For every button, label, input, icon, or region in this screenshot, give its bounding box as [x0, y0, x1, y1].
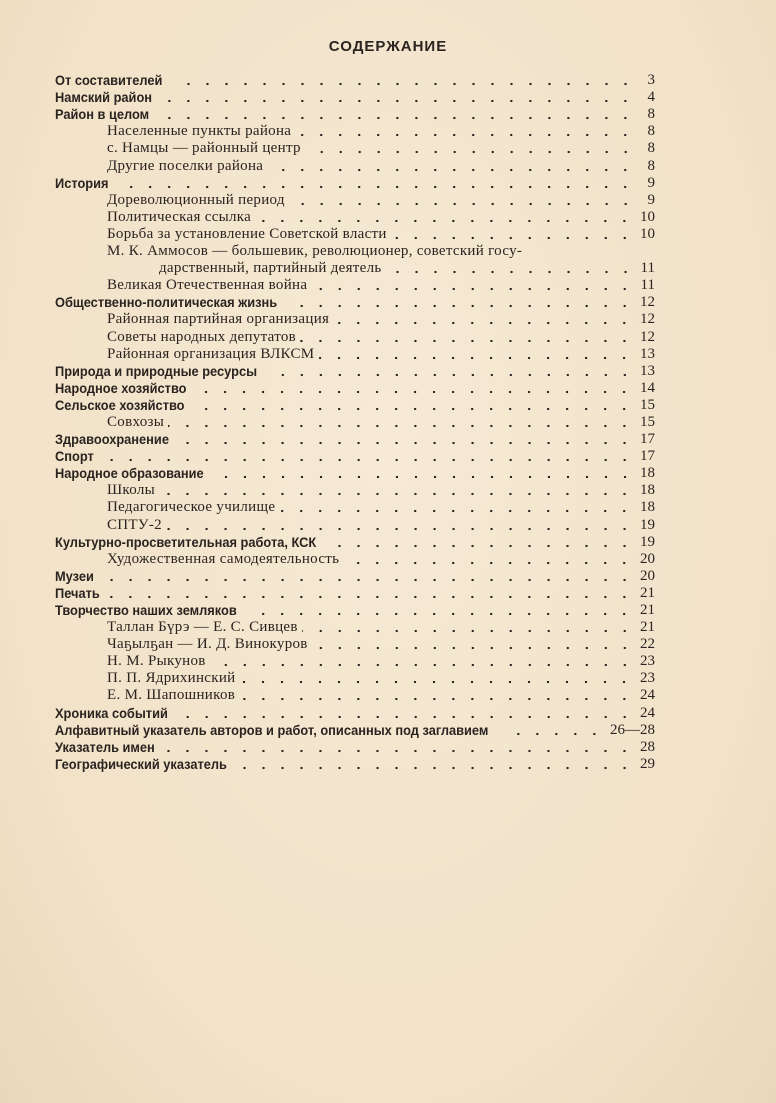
- dot-leader: [300, 329, 634, 346]
- toc-entry-page: 9: [647, 191, 655, 208]
- toc-entry-page: 23: [640, 653, 655, 670]
- toc-entry: [55, 106, 655, 123]
- toc-entry-page: 8: [647, 157, 655, 174]
- toc-entry-page: 8: [647, 140, 655, 157]
- toc-entry-label: Культурно-просветительная работа, КСК: [55, 534, 317, 550]
- toc-entry-label: М. К. Аммосов — большевик, революционер, советский госу-: [107, 243, 523, 260]
- toc-entry-label: Народное образование: [55, 466, 204, 482]
- toc-entry-page: 21: [640, 602, 655, 618]
- toc-entry: [55, 311, 655, 328]
- toc-entry-page: 28: [640, 738, 655, 755]
- toc-entry-page: 8: [647, 106, 655, 123]
- toc-entry-label: Район в целом: [55, 107, 150, 123]
- toc-entry-label: Районная партийная организация: [107, 311, 330, 328]
- toc-entry-page: 19: [640, 516, 655, 533]
- toc-entry-label: Здравоохранение: [55, 432, 169, 448]
- toc-entry-page: 17: [640, 448, 655, 465]
- toc-entry-page: 17: [640, 431, 655, 448]
- toc-entry: [55, 602, 655, 619]
- toc-entry-page: 22: [640, 636, 655, 653]
- dot-leader: [158, 106, 635, 123]
- dot-leader: [172, 72, 635, 89]
- toc-entry-page: 19: [640, 533, 655, 550]
- toc-entry-label: Творчество наших земляков: [55, 603, 237, 618]
- dot-leader: [178, 705, 634, 722]
- toc-entry: [55, 619, 655, 636]
- toc-entry-page: 13: [640, 345, 655, 362]
- toc-entry-label: Хроника событий: [55, 705, 168, 721]
- dot-leader: [106, 585, 634, 602]
- toc-entry-label: Другие поселки района: [107, 157, 264, 174]
- toc-entry-label: Таллан Бүрэ — Е. С. Сивцев: [107, 619, 298, 636]
- toc-entry-label: Природа и природные ресурсы: [55, 363, 258, 379]
- dot-leader: [334, 534, 634, 551]
- dot-leader: [305, 140, 635, 157]
- toc-entry-label: Печать: [55, 585, 100, 601]
- toc-entry-page: 20: [640, 550, 655, 567]
- dot-leader: [386, 260, 635, 277]
- toc-entry-label: Музеи: [55, 568, 94, 584]
- toc-entry-label: Районная организация ВЛКСМ: [107, 345, 315, 362]
- dot-leader: [250, 602, 634, 619]
- toc-entry: [55, 687, 655, 704]
- dot-leader: [343, 551, 634, 568]
- toc-entry-page: 23: [640, 670, 655, 687]
- toc-entry-page: 8: [647, 123, 655, 140]
- dot-leader: [295, 123, 635, 140]
- toc-entry: [55, 636, 655, 653]
- toc-entry-label: Педагогическое училище: [107, 499, 276, 516]
- toc-entry-label: Чаҕылҕан — И. Д. Винокуров: [107, 636, 308, 653]
- dot-leader: [161, 89, 635, 106]
- toc-entry: [55, 140, 655, 157]
- toc-entry: [55, 670, 655, 687]
- toc-entry: [55, 294, 655, 311]
- dot-leader: [293, 294, 634, 311]
- toc-entry: [55, 89, 655, 106]
- dot-leader: [526, 243, 635, 260]
- dot-leader: [312, 636, 634, 653]
- toc-entry: [55, 585, 655, 602]
- toc-entry: [55, 209, 655, 226]
- toc-entry-label: Географический указатель: [55, 756, 227, 772]
- toc-entry-label: Народное хозяйство: [55, 380, 187, 396]
- toc-entry: [55, 534, 655, 551]
- toc-entry-label: СПТУ-2: [107, 516, 162, 533]
- dot-leader: [311, 277, 634, 294]
- toc-entry-label: Н. М. Рыкунов: [107, 653, 206, 670]
- dot-leader: [272, 363, 634, 380]
- dot-leader: [279, 499, 634, 516]
- toc-entry-page: 3: [647, 72, 655, 89]
- toc-entry-page: 18: [640, 482, 655, 499]
- toc-entry-page: 11: [640, 260, 655, 277]
- toc-entry: [55, 380, 655, 397]
- toc-entry: [55, 243, 655, 260]
- dot-leader: [255, 209, 634, 226]
- dot-leader: [159, 482, 634, 499]
- toc-entry-label: с. Намцы — районный центр: [107, 140, 301, 157]
- toc-entry-label: Дореволюционный период: [107, 191, 285, 208]
- toc-entry-page: 4: [647, 89, 655, 106]
- toc-entry-label: Сельское хозяйство: [55, 397, 185, 413]
- toc-entry-label: Великая Отечественная война: [107, 277, 308, 294]
- toc-entry: [55, 551, 655, 568]
- toc-entry: [55, 277, 655, 294]
- toc-entry-page: 12: [640, 311, 655, 328]
- dot-leader: [100, 568, 634, 585]
- toc-entry-page: 18: [640, 465, 655, 482]
- toc-entry-page: 11: [640, 277, 655, 294]
- toc-entry-label: Е. М. Шапошников: [107, 687, 236, 704]
- toc-entry-page: 29: [640, 755, 655, 772]
- toc-entry-page: 12: [640, 294, 655, 311]
- toc-entry-page: 9: [647, 174, 655, 191]
- toc-entry-page: 26—28: [610, 721, 655, 738]
- dot-leader: [333, 311, 634, 328]
- toc-entry: [55, 499, 655, 516]
- page-title: СОДЕРЖАНИЕ: [328, 38, 448, 55]
- toc-entry-page: 24: [640, 687, 655, 704]
- toc-entry-page: 10: [640, 208, 655, 225]
- toc-entry: [55, 226, 655, 243]
- toc-entry-label: Алфавитный указатель авторов и работ, описанных под заглавием: [55, 722, 489, 738]
- toc-entry-label: Школы: [107, 482, 156, 499]
- dot-leader: [302, 619, 634, 636]
- dot-leader: [168, 414, 634, 431]
- toc-entry: [55, 260, 655, 277]
- toc-entry-label: П. П. Ядрихинский: [107, 670, 236, 687]
- toc-entry-label: Спорт: [55, 449, 94, 465]
- toc-entry-page: 20: [640, 567, 655, 584]
- toc-entry: [55, 192, 655, 209]
- dot-leader: [179, 431, 634, 448]
- dot-leader: [391, 226, 634, 243]
- toc-entry: [55, 175, 655, 192]
- dot-leader: [164, 739, 634, 756]
- toc-entry: [55, 465, 655, 482]
- dot-leader: [115, 175, 635, 192]
- toc-entry-page: 18: [640, 499, 655, 516]
- dot-leader: [515, 722, 604, 739]
- toc-entry: [55, 123, 655, 140]
- dot-leader: [216, 465, 634, 482]
- toc-entry-label: Населенные пункты района: [107, 123, 292, 140]
- toc-entry-label: Политическая ссылка: [107, 208, 252, 225]
- toc-entry-label: Указатель имен: [55, 739, 155, 755]
- dot-leader: [289, 192, 635, 209]
- table-of-contents: [55, 72, 655, 773]
- toc-entry: [55, 722, 655, 739]
- toc-entry-page: 14: [640, 379, 655, 396]
- toc-entry-label: Общественно-политическая жизнь: [55, 295, 278, 311]
- toc-entry-label: дарственный, партийный деятель: [159, 260, 382, 277]
- toc-entry: [55, 414, 655, 431]
- toc-entry: [55, 704, 655, 721]
- toc-entry: [55, 756, 655, 773]
- toc-entry: [55, 431, 655, 448]
- toc-entry: [55, 72, 655, 89]
- toc-entry-label: От составителей: [55, 73, 163, 89]
- dot-leader: [240, 756, 634, 773]
- dot-leader: [267, 158, 635, 175]
- dot-leader: [239, 687, 634, 704]
- toc-entry-label: Борьба за установление Советской власти: [107, 225, 387, 242]
- toc-entry-page: 10: [640, 225, 655, 242]
- toc-entry: [55, 346, 655, 363]
- toc-entry-page: 12: [640, 328, 655, 345]
- toc-entry-label: Намский район: [55, 90, 153, 106]
- toc-entry-label: Советы народных депутатов: [107, 328, 297, 345]
- toc-entry-page: 15: [640, 413, 655, 430]
- dot-leader: [166, 517, 634, 534]
- toc-entry: [55, 482, 655, 499]
- dot-leader: [197, 380, 634, 397]
- toc-entry-label: Художественная самодеятельность: [107, 550, 340, 567]
- toc-entry-page: 24: [640, 704, 655, 721]
- toc-entry: [55, 328, 655, 345]
- toc-entry-label: История: [55, 175, 109, 191]
- dot-leader: [100, 448, 634, 465]
- toc-entry: [55, 363, 655, 380]
- toc-entry-label: Совхозы: [107, 413, 165, 430]
- dot-leader: [239, 670, 634, 687]
- toc-entry: [55, 653, 655, 670]
- dot-leader: [210, 653, 634, 670]
- dot-leader: [318, 346, 634, 363]
- dot-leader: [195, 397, 634, 414]
- toc-entry-page: 13: [640, 362, 655, 379]
- toc-entry: [55, 568, 655, 585]
- toc-entry: [55, 157, 655, 174]
- toc-entry-page: 21: [640, 619, 655, 636]
- toc-entry: [55, 516, 655, 533]
- toc-entry: [55, 397, 655, 414]
- toc-entry: [55, 739, 655, 756]
- toc-entry: [55, 448, 655, 465]
- toc-entry-page: 21: [640, 584, 655, 601]
- toc-entry-page: 15: [640, 396, 655, 413]
